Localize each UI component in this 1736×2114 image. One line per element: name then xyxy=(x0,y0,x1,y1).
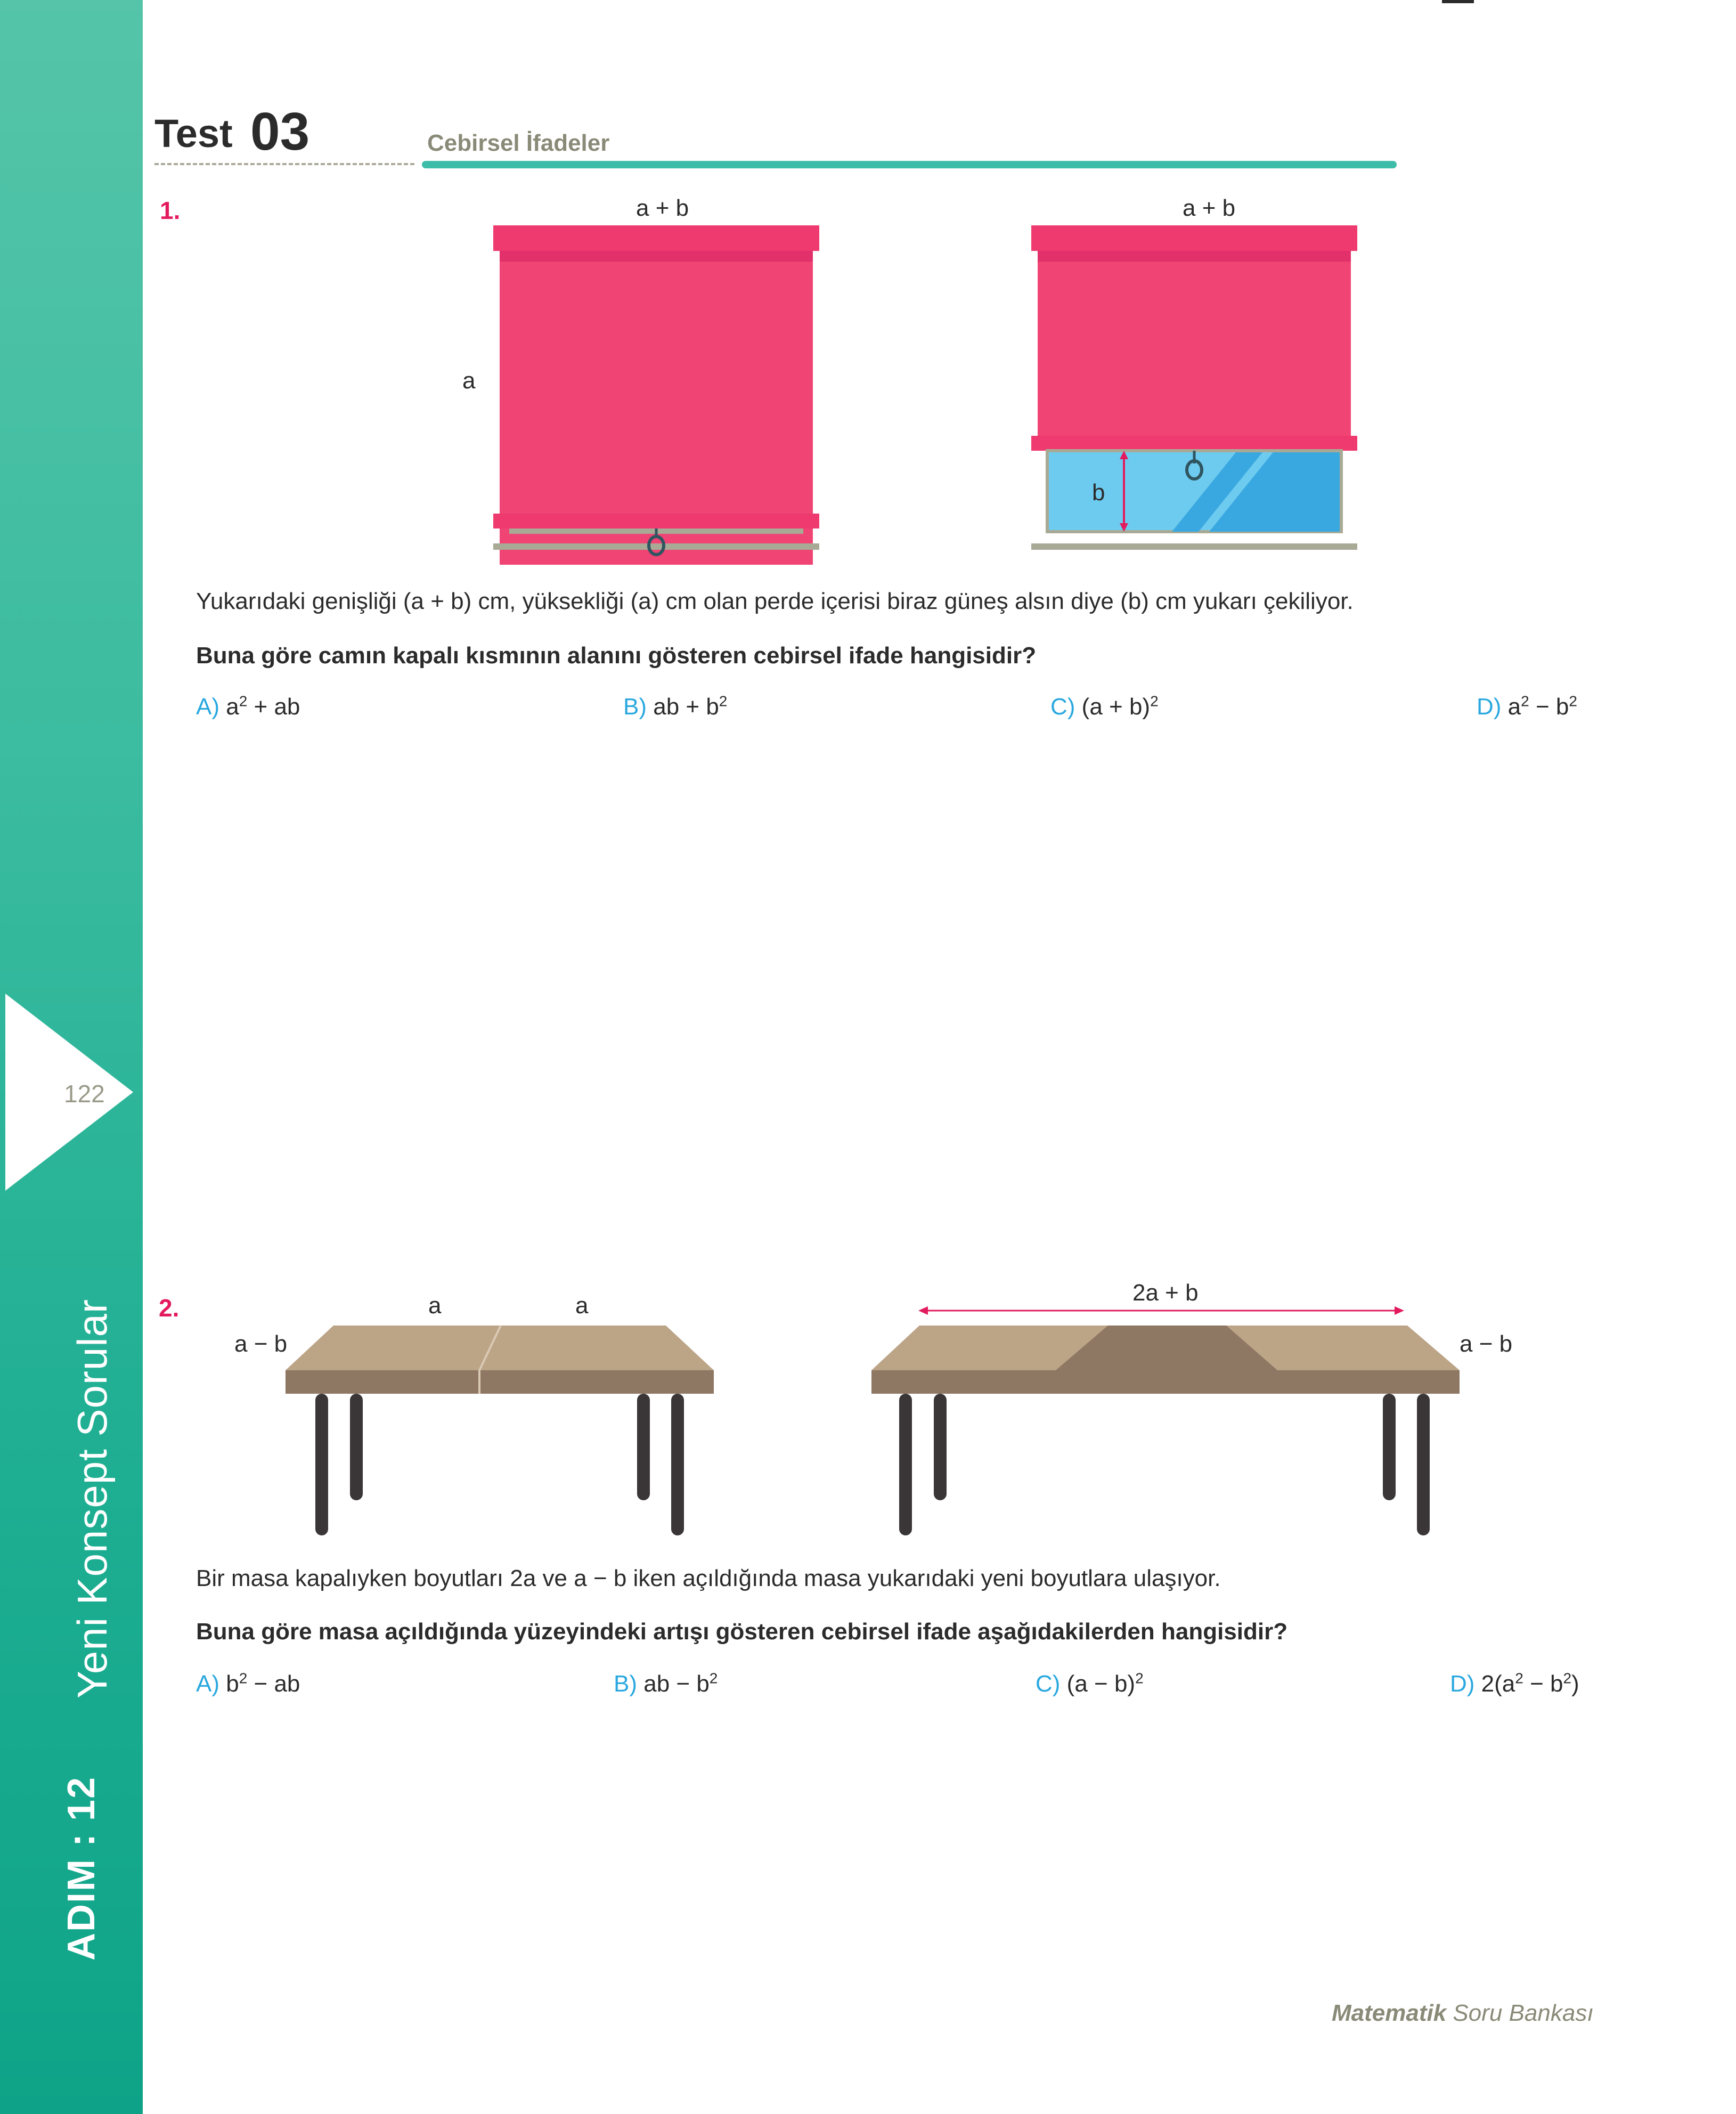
option-letter: A) xyxy=(196,694,219,720)
q1-width-label-right: a + b xyxy=(1183,195,1236,221)
q1-width-label-left: a + b xyxy=(636,195,689,221)
table-open-illustration xyxy=(868,1316,1465,1545)
q2-depth-label-left: a − b xyxy=(234,1331,288,1357)
q2-option-b[interactable]: B) ab − $b^2$ xyxy=(614,1670,718,1697)
option-letter: B) xyxy=(623,694,647,720)
option-letter: C) xyxy=(1036,1671,1061,1697)
q2-option-d[interactable]: D) $2(a^2 - b^2)$ xyxy=(1450,1670,1579,1697)
header-dashed-divider xyxy=(154,163,414,165)
option-letter: C) xyxy=(1050,694,1075,720)
q2-depth-label-right: a − b xyxy=(1460,1331,1513,1357)
q2-option-a[interactable]: A) $b^2$ − ab xyxy=(196,1670,300,1697)
sidebar-section-title: Yeni Konsept Sorular xyxy=(69,1299,116,1698)
q2-text: Bir masa kapalıyken boyutları 2a ve a − b iken açıldığında masa yukarıdaki yeni boyutlara ulaşıyor. xyxy=(196,1565,1221,1591)
q2-option-c[interactable]: C) $(a - b)^2$ xyxy=(1036,1670,1144,1697)
curtain-raised-illustration xyxy=(1028,213,1369,565)
q2-question: Buna göre masa açıldığında yüzeyindeki artışı gösteren cebirsel ifade aşağıdakilerden hangisidir? xyxy=(196,1619,1288,1645)
q2-label-a1: a xyxy=(428,1292,442,1319)
q1-height-label: a xyxy=(462,368,476,394)
option-letter: A) xyxy=(196,1671,219,1697)
option-letter: D) xyxy=(1477,694,1502,720)
q1-option-b[interactable]: B) ab + $b^2$ xyxy=(623,693,728,720)
page-number: 122 xyxy=(64,1080,105,1108)
q1-text: Yukarıdaki genişliği (a + b) cm, yüksekliği (a) cm olan perde içerisi biraz güneş alsın diye (b) cm yukarı çekiliyor. xyxy=(196,588,1354,614)
q1-option-d[interactable]: D) $a^2 - b^2$ xyxy=(1477,693,1577,720)
top-edge-mark xyxy=(1442,0,1474,3)
q1-option-c[interactable]: C) $(a + b)^2$ xyxy=(1050,693,1159,720)
option-letter: B) xyxy=(614,1671,637,1697)
q2-label-a2: a xyxy=(575,1292,589,1319)
q1-option-a[interactable]: A) $a^2$ + ab xyxy=(196,693,300,720)
sidebar-step-label: ADIM : 12 xyxy=(60,1776,103,1961)
table-closed-illustration xyxy=(282,1316,724,1545)
q2-width-label-right: 2a + b xyxy=(1132,1280,1199,1306)
test-label: Test xyxy=(154,111,233,156)
header-divider xyxy=(422,161,1397,168)
topic-title: Cebirsel İfadeler xyxy=(427,130,610,156)
q1-gap-label: b xyxy=(1092,479,1105,506)
option-letter: D) xyxy=(1450,1671,1475,1697)
q1-question: Buna göre camın kapalı kısmının alanını gösteren cebirsel ifade hangisidir? xyxy=(196,643,1037,669)
curtain-closed-illustration xyxy=(490,213,831,565)
test-number: 03 xyxy=(250,102,310,161)
question-number-2: 2. xyxy=(159,1294,180,1322)
question-number-1: 1. xyxy=(160,197,181,224)
footer-book-title: Matematik Soru Bankası xyxy=(1332,2000,1594,2026)
